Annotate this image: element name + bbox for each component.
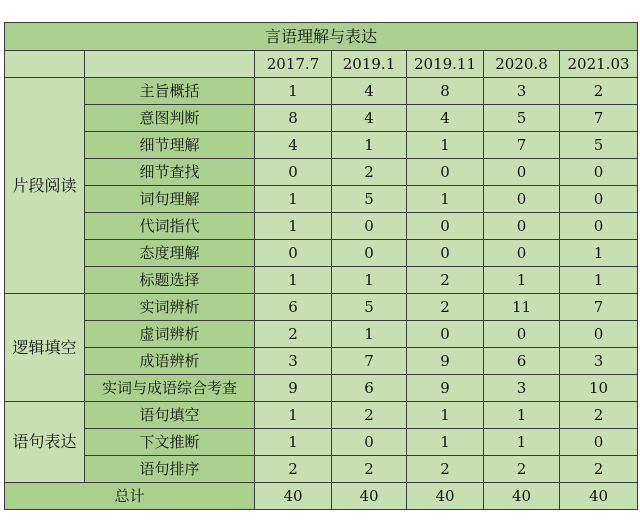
year-header-2019-1: 2019.1 — [332, 51, 407, 78]
header-row — [5, 51, 638, 78]
subtype-cell: 意图判断 — [85, 105, 255, 132]
count-cell: 2 — [332, 402, 407, 429]
count-cell: 1 — [255, 402, 332, 429]
count-cell: 2 — [560, 78, 638, 105]
subtype-cell: 下文推断 — [85, 429, 255, 456]
count-cell: 5 — [332, 186, 407, 213]
table-row — [5, 348, 638, 375]
table-row — [5, 240, 638, 267]
subtype-cell: 细节查找 — [85, 159, 255, 186]
total-row — [5, 483, 638, 510]
count-cell: 9 — [407, 348, 484, 375]
count-cell: 0 — [560, 186, 638, 213]
table-row — [5, 402, 638, 429]
count-cell: 2 — [255, 456, 332, 483]
count-cell: 1 — [255, 78, 332, 105]
count-cell: 4 — [407, 105, 484, 132]
subtype-cell: 虚词辨析 — [85, 321, 255, 348]
count-cell: 7 — [484, 132, 560, 159]
count-cell: 0 — [407, 213, 484, 240]
count-cell: 0 — [560, 321, 638, 348]
count-cell: 6 — [255, 294, 332, 321]
count-cell: 0 — [560, 159, 638, 186]
count-cell: 1 — [560, 267, 638, 294]
count-cell: 11 — [484, 294, 560, 321]
count-cell: 2 — [407, 267, 484, 294]
count-cell: 7 — [332, 348, 407, 375]
subtype-cell: 成语辨析 — [85, 348, 255, 375]
count-cell: 0 — [560, 213, 638, 240]
table-row — [5, 429, 638, 456]
subtype-cell: 主旨概括 — [85, 78, 255, 105]
count-cell: 2 — [332, 456, 407, 483]
count-cell: 9 — [407, 375, 484, 402]
count-cell: 0 — [255, 240, 332, 267]
count-cell: 0 — [484, 159, 560, 186]
count-cell: 2 — [407, 456, 484, 483]
category-cell: 语句表达 — [5, 402, 85, 483]
count-cell: 1 — [255, 186, 332, 213]
count-cell: 7 — [560, 105, 638, 132]
count-cell: 0 — [407, 159, 484, 186]
total-count-cell: 40 — [407, 483, 484, 510]
table-row — [5, 132, 638, 159]
total-count-cell: 40 — [560, 483, 638, 510]
total-count-cell: 40 — [332, 483, 407, 510]
count-cell: 5 — [484, 105, 560, 132]
table-row — [5, 456, 638, 483]
category-cell: 片段阅读 — [5, 78, 85, 294]
subtype-cell: 语句排序 — [85, 456, 255, 483]
count-cell: 1 — [332, 321, 407, 348]
count-cell: 7 — [560, 294, 638, 321]
count-cell: 4 — [332, 105, 407, 132]
count-cell: 1 — [484, 429, 560, 456]
count-cell: 1 — [407, 429, 484, 456]
count-cell: 4 — [255, 132, 332, 159]
count-cell: 0 — [484, 186, 560, 213]
title-row — [5, 23, 638, 51]
count-cell: 8 — [255, 105, 332, 132]
count-cell: 3 — [255, 348, 332, 375]
count-cell: 1 — [332, 267, 407, 294]
table-row — [5, 159, 638, 186]
count-cell: 1 — [407, 186, 484, 213]
count-cell: 1 — [407, 132, 484, 159]
count-cell: 0 — [332, 240, 407, 267]
table-row — [5, 321, 638, 348]
count-cell: 0 — [255, 159, 332, 186]
count-cell: 8 — [407, 78, 484, 105]
table-row — [5, 375, 638, 402]
header-blank-cell — [5, 51, 85, 78]
count-cell: 0 — [332, 213, 407, 240]
subtype-cell: 标题选择 — [85, 267, 255, 294]
subtype-cell: 实词辨析 — [85, 294, 255, 321]
subtype-cell: 态度理解 — [85, 240, 255, 267]
count-cell: 6 — [484, 348, 560, 375]
count-cell: 2 — [560, 456, 638, 483]
category-cell: 逻辑填空 — [5, 294, 85, 402]
count-cell: 0 — [484, 240, 560, 267]
count-cell: 0 — [484, 321, 560, 348]
count-cell: 1 — [484, 267, 560, 294]
year-header-2019-11: 2019.11 — [407, 51, 484, 78]
count-cell: 1 — [560, 240, 638, 267]
total-count-cell: 40 — [255, 483, 332, 510]
count-cell: 3 — [484, 375, 560, 402]
count-cell: 6 — [332, 375, 407, 402]
total-label-cell: 总计 — [5, 483, 255, 510]
table-row — [5, 294, 638, 321]
count-cell: 0 — [332, 429, 407, 456]
subtype-cell: 实词与成语综合考查 — [85, 375, 255, 402]
count-cell: 3 — [560, 348, 638, 375]
question-distribution-table — [4, 22, 638, 510]
table-row — [5, 105, 638, 132]
count-cell: 1 — [255, 429, 332, 456]
count-cell: 1 — [255, 267, 332, 294]
year-header-2021-03: 2021.03 — [560, 51, 638, 78]
subtype-cell: 词句理解 — [85, 186, 255, 213]
count-cell: 0 — [407, 240, 484, 267]
table-row — [5, 267, 638, 294]
header-blank-cell — [85, 51, 255, 78]
count-cell: 2 — [255, 321, 332, 348]
count-cell: 9 — [255, 375, 332, 402]
count-cell: 0 — [484, 213, 560, 240]
table-row — [5, 186, 638, 213]
count-cell: 3 — [484, 78, 560, 105]
count-cell: 2 — [407, 294, 484, 321]
count-cell: 1 — [407, 402, 484, 429]
table-row — [5, 78, 638, 105]
count-cell: 0 — [560, 429, 638, 456]
total-count-cell: 40 — [484, 483, 560, 510]
year-header-2020-8: 2020.8 — [484, 51, 560, 78]
count-cell: 0 — [407, 321, 484, 348]
count-cell: 5 — [560, 132, 638, 159]
count-cell: 10 — [560, 375, 638, 402]
table-title: 言语理解与表达 — [5, 23, 638, 51]
count-cell: 1 — [484, 402, 560, 429]
count-cell: 1 — [332, 132, 407, 159]
count-cell: 4 — [332, 78, 407, 105]
table-row — [5, 213, 638, 240]
subtype-cell: 细节理解 — [85, 132, 255, 159]
count-cell: 5 — [332, 294, 407, 321]
year-header-2017-7: 2017.7 — [255, 51, 332, 78]
count-cell: 2 — [484, 456, 560, 483]
count-cell: 2 — [332, 159, 407, 186]
count-cell: 2 — [560, 402, 638, 429]
subtype-cell: 代词指代 — [85, 213, 255, 240]
count-cell: 1 — [255, 213, 332, 240]
subtype-cell: 语句填空 — [85, 402, 255, 429]
